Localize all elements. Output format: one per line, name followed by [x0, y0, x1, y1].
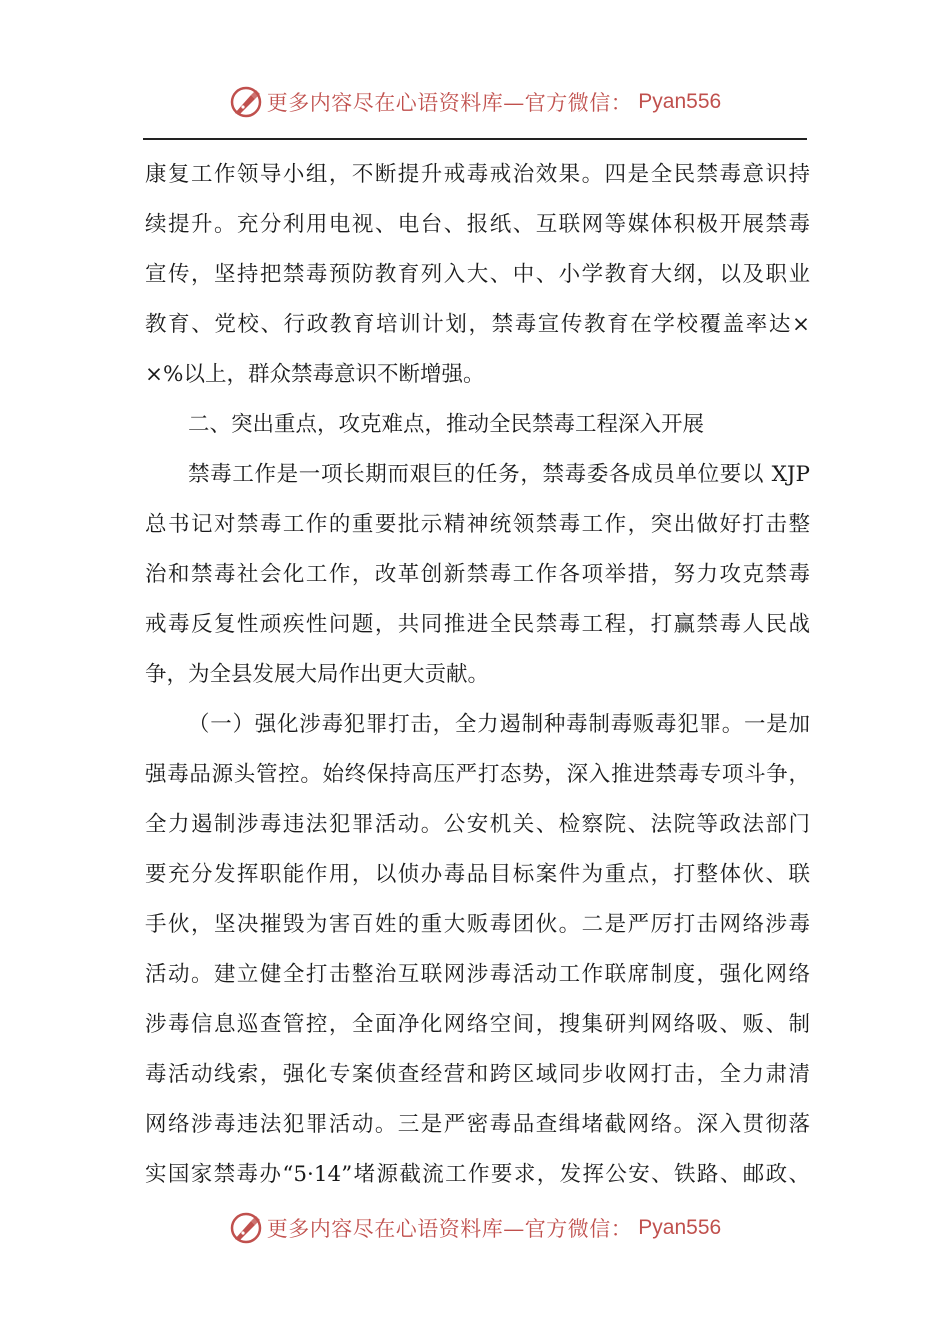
subsection-line: （一）强化涉毒犯罪打击，全力遏制种毒制毒贩毒犯罪。一是加: [188, 712, 810, 737]
text-line: 活动。建立健全打击整治互联网涉毒活动工作联席制度，强化网络: [145, 962, 810, 987]
text-line: 涉毒信息巡查管控，全面净化网络空间，搜集研判网络吸、贩、制: [145, 1012, 810, 1037]
header-banner-id: Pyan556: [638, 90, 722, 113]
header-banner-text: 更多内容尽在心语资料库—官方微信：: [266, 91, 633, 115]
text-line: 毒活动线索，强化专案侦查经营和跨区域同步收网打击，全力肃清: [145, 1062, 810, 1087]
text-line: 要充分发挥职能作用，以侦办毒品目标案件为重点，打整体伙、联: [145, 862, 810, 887]
footer-banner: [0, 1208, 950, 1248]
text-line: 宣传，坚持把禁毒预防教育列入大、中、小学教育大纲，以及职业: [145, 262, 810, 287]
document-body: [145, 150, 810, 1200]
footer-banner-id: Pyan556: [638, 1216, 722, 1239]
text-line: 禁毒工作是一项长期而艰巨的任务，禁毒委各成员单位要以 XJP: [188, 462, 810, 487]
header-banner-inner: [229, 85, 721, 119]
text-line: 康复工作领导小组，不断提升戒毒戒治效果。四是全民禁毒意识持: [145, 162, 810, 187]
section-heading: 二、突出重点，攻克难点，推动全民禁毒工程深入开展: [188, 412, 705, 437]
text-line: 网络涉毒违法犯罪活动。三是严密毒品查缉堵截网络。深入贯彻落: [145, 1112, 810, 1137]
pen-nib-logo-icon: [229, 1211, 263, 1245]
text-line: 治和禁毒社会化工作，改革创新禁毒工作各项举措，努力攻克禁毒: [145, 562, 810, 587]
text-line: 续提升。充分利用电视、电台、报纸、互联网等媒体积极开展禁毒: [145, 212, 810, 237]
text-line: 手伙，坚决摧毁为害百姓的重大贩毒团伙。二是严厉打击网络涉毒: [145, 912, 810, 937]
text-line: 强毒品源头管控。始终保持高压严打态势，深入推进禁毒专项斗争，: [145, 762, 810, 787]
header-banner: [0, 82, 950, 122]
text-line: 全力遏制涉毒违法犯罪活动。公安机关、检察院、法院等政法部门: [145, 812, 810, 837]
header-divider: [143, 138, 807, 140]
text-line: 争，为全县发展大局作出更大贡献。: [145, 662, 490, 687]
text-line: 总书记对禁毒工作的重要批示精神统领禁毒工作，突出做好打击整: [145, 512, 810, 537]
text-line: 实国家禁毒办“5·14”堵源截流工作要求，发挥公安、铁路、邮政、: [145, 1162, 810, 1187]
footer-banner-inner: [229, 1211, 721, 1245]
footer-banner-text: 更多内容尽在心语资料库—官方微信：: [266, 1217, 633, 1241]
text-line: 教育、党校、行政教育培训计划，禁毒宣传教育在学校覆盖率达×: [145, 312, 810, 337]
pen-nib-logo-icon: [229, 85, 263, 119]
text-line: 戒毒反复性顽疾性问题，共同推进全民禁毒工程，打赢禁毒人民战: [145, 612, 810, 637]
text-line: ×%以上，群众禁毒意识不断增强。: [145, 362, 485, 387]
